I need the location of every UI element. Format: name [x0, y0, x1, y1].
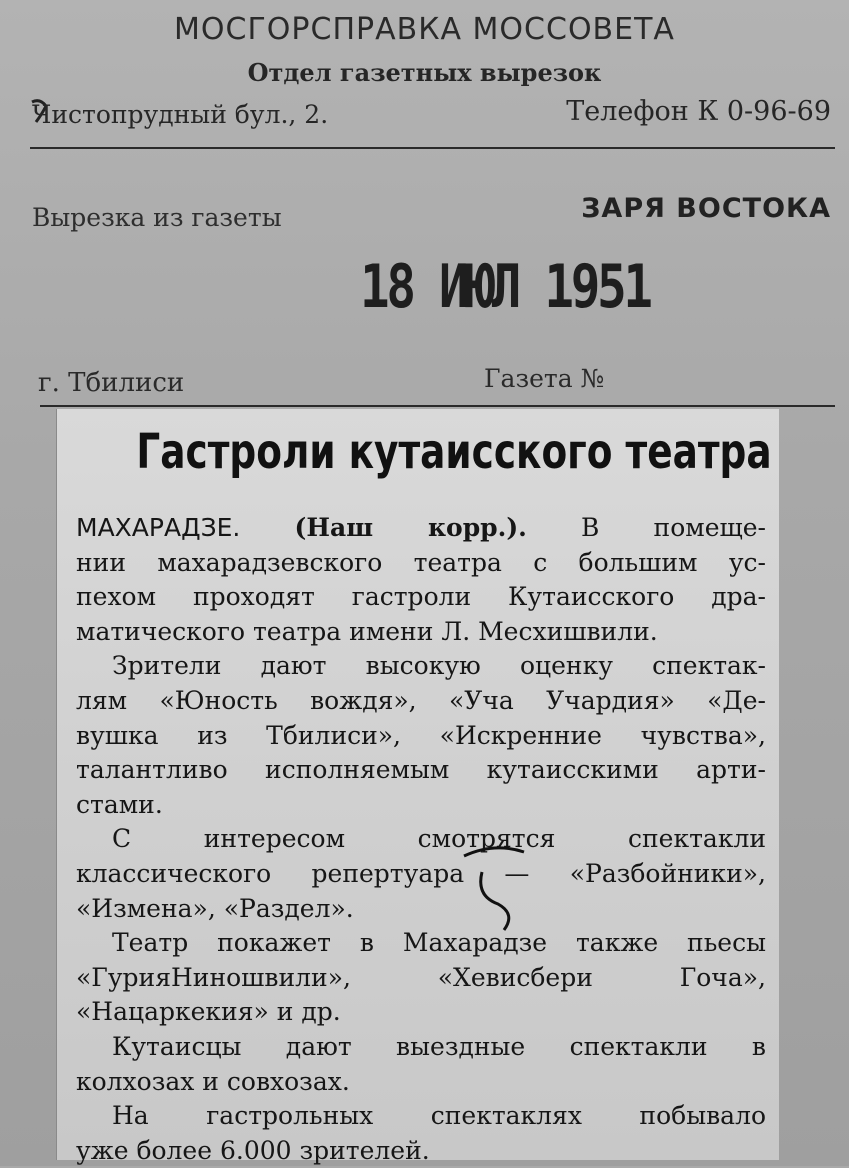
article-line: [76, 857, 766, 891]
article-line: [76, 961, 766, 995]
article-line: [76, 719, 766, 753]
clipping-label: Вырезка из газеты: [32, 203, 282, 232]
clipping-divider: [40, 405, 835, 407]
article-line-text: пехом проходят гастроли Кутаисского дра-: [76, 582, 766, 612]
article-line-text: нии махарадзевского театра с большим ус-: [76, 547, 766, 577]
article-line-text: лям «Юность вождя», «Уча Учардия» «Де-: [76, 686, 766, 715]
organization-title: МОСГОРСПРАВКА МОССОВЕТА: [174, 12, 675, 47]
correspondent-note: (Наш корр.).: [294, 513, 527, 542]
header-divider: [30, 147, 835, 149]
article-line-text: Театр покажет в Махарадзе также пьесы: [112, 928, 766, 958]
article-line-text: На гастрольных спектаклях побывало: [112, 1101, 766, 1131]
article-line-text: Зрители дают высокую оценку спектак-: [112, 651, 766, 681]
article-line: [76, 892, 766, 926]
article-headline: Гастроли кутаисского театра: [136, 424, 772, 480]
issue-number-label: Газета №: [484, 364, 605, 393]
article-line-text: «Измена», «Раздел».: [76, 893, 354, 923]
article-line-text: В помеще-: [581, 513, 766, 542]
article-line: [76, 1134, 766, 1168]
article-line: [76, 1030, 766, 1064]
article-line-text: уже более 6.000 зрителей.: [76, 1135, 430, 1165]
city-label: г. Тбилиси: [38, 368, 185, 398]
article-line-text: «Нацаркекия» и др.: [76, 997, 341, 1027]
article-line-text: матического театра имени Л. Месхишвили.: [76, 616, 658, 646]
department-title: Отдел газетных вырезок: [247, 58, 602, 87]
article-line: [76, 615, 766, 649]
article-line: [76, 511, 766, 545]
article-line-text: классического репертуара — «Разбойники»,: [76, 859, 766, 888]
article-line: [76, 546, 766, 580]
article-line-text: вушка из Тбилиси», «Искренние чувства»,: [76, 720, 766, 750]
article-line-text: Кутаисцы дают выездные спектакли в: [112, 1032, 766, 1061]
newspaper-name: ЗАРЯ ВОСТОКА: [581, 193, 831, 224]
article-line: [76, 788, 766, 822]
article-line: [76, 995, 766, 1029]
article-line: [76, 684, 766, 718]
article-line-text: колхозах и совхозах.: [76, 1066, 350, 1096]
article-line-text: «ГурияНиношвили», «Хевисбери Гоча»,: [76, 962, 766, 992]
article-line: [76, 1099, 766, 1133]
article-line: [76, 649, 766, 683]
phone-text: Телефон К 0-96-69: [566, 96, 831, 127]
article-line-text: талантливо исполняемым кутаисскими арти-: [76, 755, 766, 785]
article-line-text: С интересом смотрятся спектакли: [112, 824, 766, 854]
article-line: [76, 822, 766, 856]
article-line-text: стами.: [76, 789, 163, 819]
newspaper-clipping: [57, 409, 779, 1165]
date-stamp: 18 ИЮЛ 1951: [360, 252, 650, 322]
article-line: [76, 926, 766, 960]
article-line: [76, 753, 766, 787]
address-text: Чистопрудный бул., 2.: [32, 100, 329, 129]
article-line: [76, 580, 766, 614]
dateline-place: МАХАРАДЗЕ.: [76, 513, 241, 542]
article-line: [76, 1065, 766, 1099]
